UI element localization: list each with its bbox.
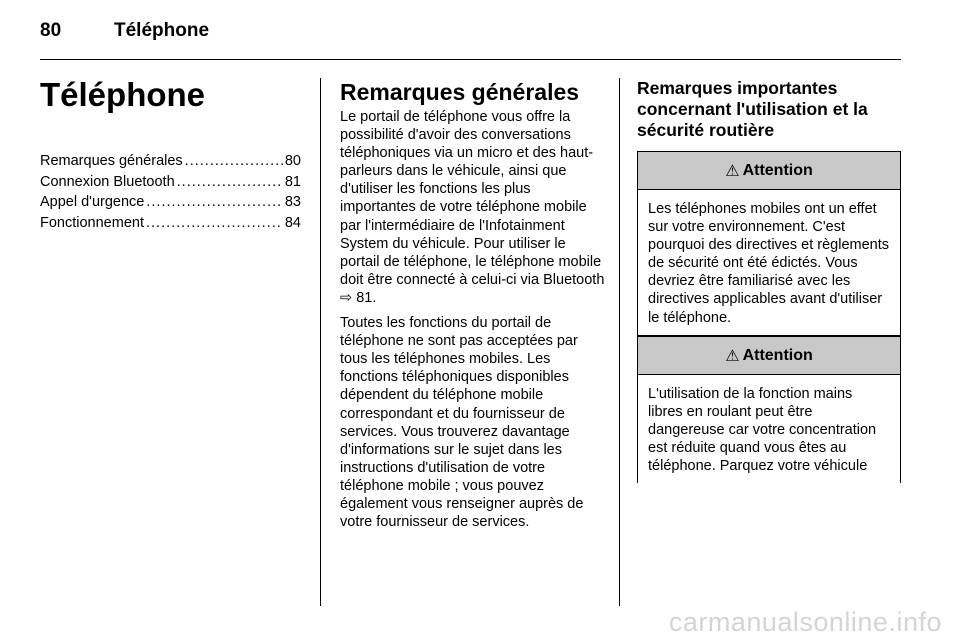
section-heading: Remarques générales (340, 79, 580, 105)
column-divider (320, 78, 321, 606)
toc-item[interactable] (40, 213, 301, 234)
toc-item-page: 81 (284, 173, 301, 190)
running-section-title: Téléphone (114, 20, 210, 41)
paragraph: Toutes les fonctions du portail de téléphone ne sont pas acceptées par tous les téléphones mobiles. Les fonctions téléphoniques disponibles dépendent du téléphone mobile correspondant et du fournisseur de services. Vous trouverez davantage d'informations sur le sujet dans les instructions d'utilisation de votre téléphone mobile ; vous pouvez également vous renseigner auprès de votre fournisseur de services. (340, 315, 584, 531)
general-remarks-section (340, 78, 606, 538)
header-rule (40, 59, 901, 60)
page-ref-icon: ⇨ (340, 289, 353, 306)
toc-leader (177, 172, 283, 193)
toc-leader (146, 213, 283, 234)
paragraph (340, 108, 606, 307)
toc-item-page: 80 (284, 153, 301, 169)
toc-item-page: 83 (284, 194, 301, 210)
toc-item[interactable] (40, 172, 301, 193)
toc-leader (185, 151, 283, 172)
watermark: carmanualsonline.info (668, 607, 942, 637)
page-header (40, 20, 209, 42)
warning-box (637, 151, 901, 336)
toc-item[interactable] (40, 192, 301, 213)
toc-item[interactable] (40, 151, 301, 172)
page-ref-link[interactable]: 81. (356, 289, 377, 306)
table-of-contents (40, 151, 301, 233)
toc-item-label: Remarques générales (40, 153, 183, 169)
warning-icon: ⚠ (725, 162, 740, 180)
safety-section (637, 78, 901, 336)
paragraph-text: Le portail de téléphone vous offre la possibilité d'avoir des conversations téléphoniques via un micro et des haut-parleurs dans le véhicule, ainsi que d'utiliser les fonctions les plus importantes de votre téléphone mobile par l'intermédiaire de l'Infotainment System du véhicule. Pour utiliser le portail de téléphone, le téléphone mobile doit être connecté à celui-ci via Bluetooth (340, 109, 605, 288)
toc-item-label: Fonctionnement (40, 214, 144, 231)
warning-text: L'utilisation de la fonction mains libres en roulant peut être dangereuse car votre concentration est réduite quand vous êtes au téléphone. Parquez votre véhicule (648, 386, 877, 475)
warning-icon: ⚠ (725, 347, 740, 365)
toc-item-page: 84 (284, 214, 301, 231)
chapter-title: Téléphone (40, 76, 206, 113)
toc-leader (146, 192, 283, 213)
warning-text: Les téléphones mobiles ont un effet sur votre environnement. C'est pourquoi des directives et règlements de sécurité ont été édictés. Vous devriez être familiarisé avec les directives applicables avant d'utiliser le téléphone. (648, 201, 889, 326)
warning-box (637, 336, 901, 483)
warning-label: Attention (742, 346, 813, 364)
warning-label: Attention (742, 161, 813, 179)
warning-header (638, 337, 900, 375)
section-heading: Remarques importantes concernant l'utilisation et la sécurité routière (637, 78, 868, 140)
column-divider (619, 78, 620, 606)
page-number: 80 (40, 20, 62, 41)
warning-header (638, 152, 900, 190)
toc-item-label: Appel d'urgence (40, 194, 145, 210)
toc-item-label: Connexion Bluetooth (40, 173, 175, 190)
